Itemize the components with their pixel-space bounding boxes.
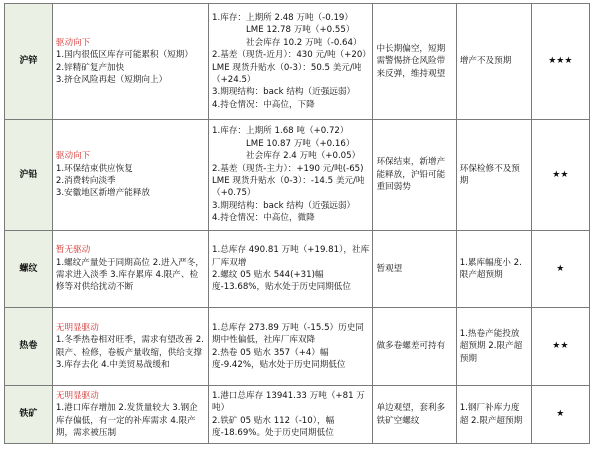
driver-item: 1.港口库存增加 2.发货量较大 3.钢企库存偏低，有一定的补库需求 4.限产期，需求被压制 [55,403,198,438]
driver-item: 1.冬季热卷相对旺季，需求有望改善 2.限产、检修，卷板产量收缩，供给支撑 3.库存去化 4.中美贸易战缓和 [55,335,204,370]
driver-item: 1.国内很低区库存可能累积（短期） [55,50,193,61]
risk-cell: 环保检修不及预期 [456,120,531,231]
commodity-name: 沪锌 [5,4,53,120]
commodity-analysis-table [4,3,590,444]
driver-headline: 暂无驱动 [55,245,91,256]
table-row [5,120,590,231]
view-cell: 中长期偏空，短期需警惕挤仓风险带来反弹，维持观望 [373,4,456,120]
view-cell: 做多卷螺差可持有 [373,308,456,386]
star-rating: ★★ [531,120,589,231]
star-rating: ★ [531,386,589,444]
driver-cell [52,4,208,120]
data-line: 4.持仓情况：中高位，微降 [212,213,315,224]
data-line: LME 现货升贴水（0-3）：50.5 美元/吨（+24.5） [212,62,362,85]
table-row [5,386,590,444]
view-cell: 单边观望，套利多铁矿空螺纹 [373,386,456,444]
table-row [5,308,590,386]
data-line: 2.螺纹 05 贴水 544(+31)幅度-13.68%，贴水处于历史同期低位 [212,270,351,293]
driver-cell [52,308,208,386]
commodity-name: 热卷 [5,308,53,386]
data-cell [209,308,373,386]
star-rating: ★ [531,231,589,308]
data-line: LME 10.87 万吨（+0.16） [246,138,355,149]
data-line: 1.总库存 273.89 万吨（-15.5）历史同期中性偏低，社库厂库双降 [212,322,364,346]
data-cell [209,120,373,231]
data-line: 3.期现结构：back 结构（近强远弱） [212,87,356,98]
data-line: 社会库存 10.2 万吨（-0.64） [246,37,362,48]
data-line: 1.总库存 490.81 万吨（+19.81），社库厂库双增 [212,245,370,268]
risk-cell: 1.累库幅度小 2.限产超预期 [456,231,531,308]
view-cell: 环保结束，新增产能释放，沪铅可能重回弱势 [373,120,456,231]
data-line: 3.期现结构：back 结构（近强远弱） [212,200,356,211]
commodity-name: 螺纹 [5,231,53,308]
commodity-name: 沪铅 [5,120,53,231]
driver-item: 2.锌精矿复产加快 [55,62,125,73]
data-line: 4.持仓情况：中高位，下降 [212,99,315,110]
data-cell [209,386,373,444]
driver-headline: 驱动向下 [55,37,91,48]
view-cell: 暂观望 [373,231,456,308]
data-line: 2.铁矿 05 贴水 112（-10），幅度-18.69%。处于历史同期低位 [212,415,335,438]
risk-cell: 1.钢厂补库力度超 2.限产超预期 [456,386,531,444]
data-cell [209,4,373,120]
driver-item: 1.环保结束供应恢复 [55,163,133,174]
driver-headline: 无明显驱动 [55,390,99,401]
driver-item: 3.挤仓风险再起（短期向上） [55,74,168,85]
data-line: 2.基差（现货-主力）：+190 元/吨(-65) [212,163,364,174]
star-rating: ★★★ [531,4,589,120]
driver-item: 1.螺纹产量处于同期高位 2.进入严冬，需求进入淡季 3.库存累库 4.限产、检修等对供给扰动不断 [55,257,204,293]
data-line: 社会库存 2.4 万吨（+0.05） [246,151,361,162]
driver-headline: 驱动向下 [55,151,91,162]
data-line: 1.港口总库存 13941.33 万吨（+81 万吨） [212,390,365,414]
table-row [5,4,590,120]
driver-item: 2.消费转向淡季 [55,176,116,186]
driver-cell [52,231,208,308]
risk-cell: 增产不及预期 [456,4,531,120]
data-line: 1.库存：上期所 2.48 万吨（-0.19） [212,12,353,23]
driver-headline: 无明显驱动 [55,322,99,333]
driver-item: 3.安徽地区新增产能释放 [55,188,151,199]
data-line: LME 12.78 万吨（+0.55） [246,25,355,36]
data-line: LME 现货升贴水（0-3）：-14.5 美元/吨（+0.75） [212,176,365,199]
data-cell [209,231,373,308]
data-line: 2.热卷 05 贴水 357（+4）幅度-9.42%，贴水处于历史同期低位 [212,347,346,370]
star-rating: ★★ [531,308,589,386]
risk-cell: 1.热卷产能投放超预期 2.限产超预期 [456,308,531,386]
commodity-name: 铁矿 [5,386,53,444]
table-row [5,231,590,308]
driver-cell [52,386,208,444]
driver-cell [52,120,208,231]
data-line: 1.库存：上期所 1.68 吨（+0.72） [212,126,349,137]
data-line: 2.基差（现货-近月）：430 元/吨（+20） [212,50,371,61]
